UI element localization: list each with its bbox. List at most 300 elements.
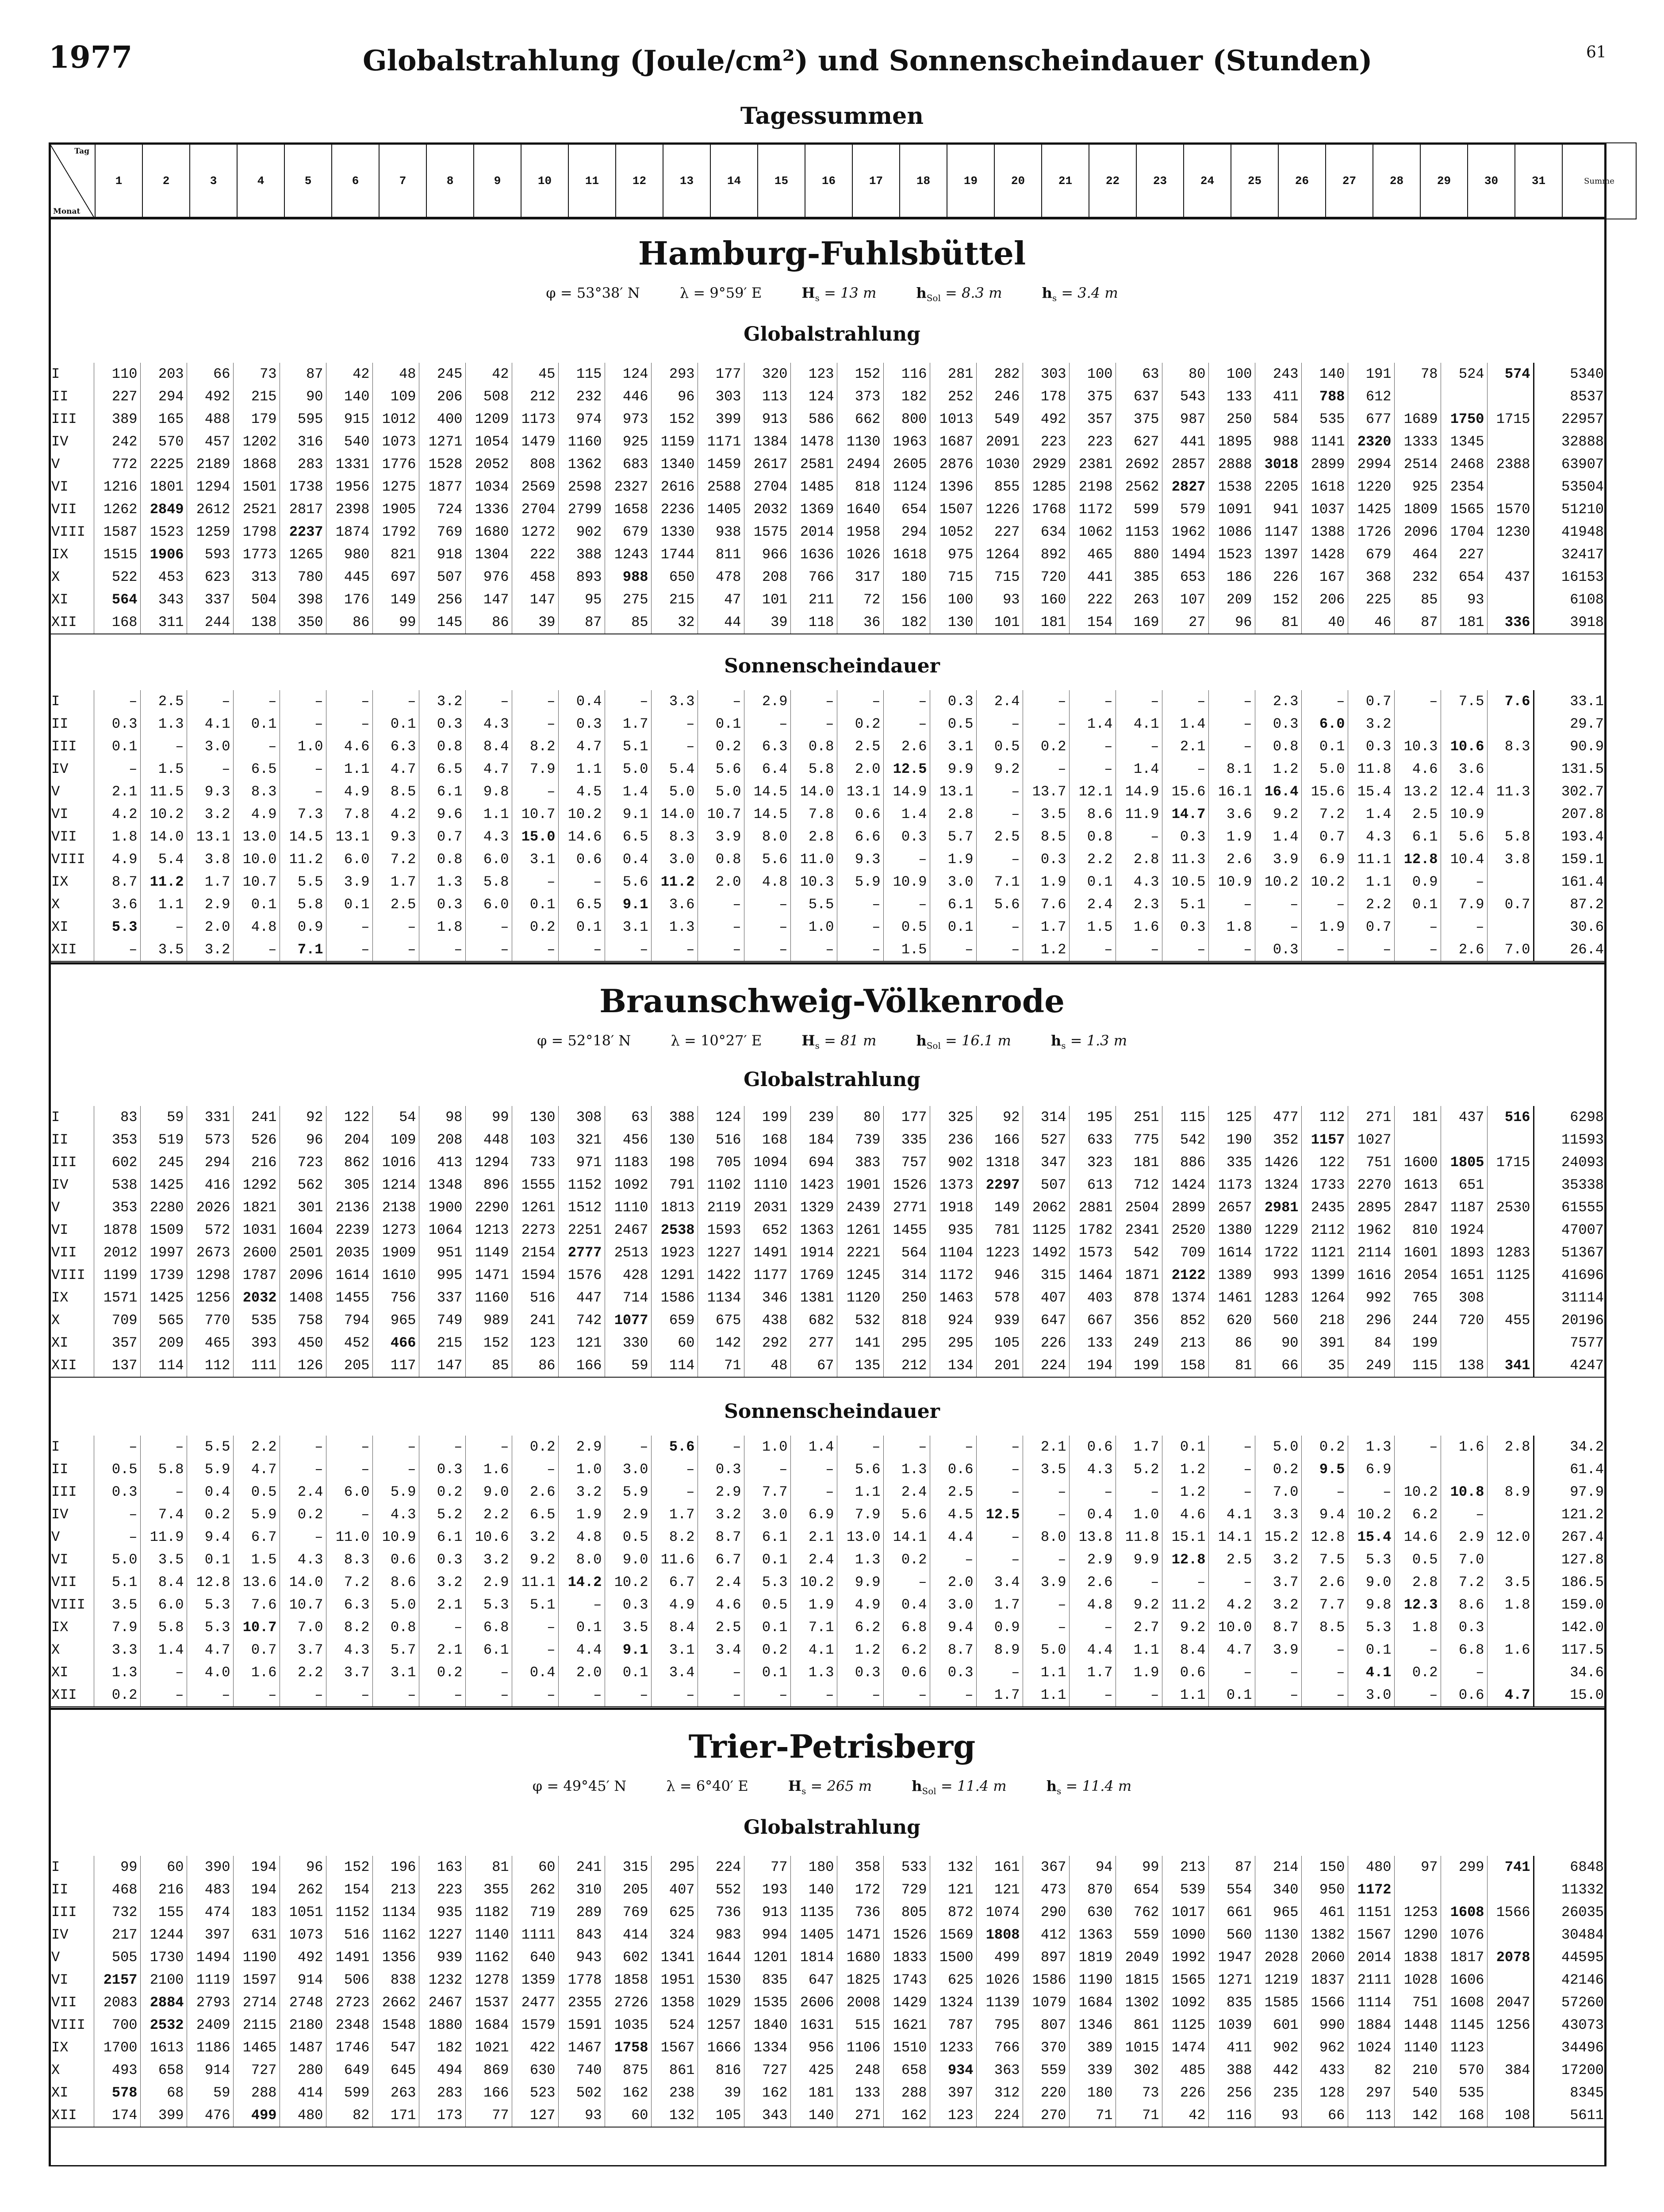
day-value: 128 [1301,2081,1348,2104]
day-value: 3.1 [930,735,976,758]
day-value: 1491 [744,1241,790,1264]
day-value: 295 [883,1332,930,1354]
day-value: 60 [651,1332,698,1354]
day-value: 573 [187,1129,233,1151]
day-value: 6.9 [1348,1458,1394,1481]
day-value: 1597 [233,1969,280,1991]
day-value: 414 [605,1924,651,1946]
day-value: – [930,938,976,961]
day-value: 169 [1116,611,1162,634]
day-value: 241 [558,1856,605,1878]
day-value: 1901 [837,1174,883,1196]
day-value: 1125 [1023,1219,1069,1241]
day-value: 446 [605,385,651,408]
table-row [49,916,1606,938]
day-value: 295 [930,1332,976,1354]
day-value: 416 [187,1174,233,1196]
day-value: 4.1 [790,1639,837,1661]
day-value: 4.5 [930,1503,976,1526]
table-row [49,1594,1606,1616]
day-value: 1423 [790,1174,837,1196]
day-value: 0.2 [187,1503,233,1526]
day-value: 0.3 [605,1594,651,1616]
day-value: 2014 [1348,1946,1394,1969]
day-value: 727 [233,2059,280,2081]
day-value: 132 [651,2104,698,2127]
day-value: 3.9 [698,826,744,848]
day-value: 2.9 [744,690,790,713]
day-value: 1.3 [94,1661,140,1684]
longitude: λ = 10°27′ E [671,1032,762,1049]
day-value: 281 [930,363,976,385]
day-value: 651 [1441,1174,1487,1196]
day-value: 2600 [233,1241,280,1264]
day-value: 3.6 [1441,758,1487,780]
day-value [1487,758,1534,780]
day-value: 96 [1208,611,1255,634]
day-value: 2119 [698,1196,744,1219]
day-value: 2.1 [1162,735,1208,758]
day-value: 975 [930,543,976,566]
day-value: 11.8 [1348,758,1394,780]
day-value: 535 [1441,2081,1487,2104]
day-value: 1507 [930,498,976,521]
sun-height: = 1.3 m [1070,1032,1127,1049]
day-value: 445 [326,566,372,588]
day-value [1487,1174,1534,1196]
month-label: IV [51,761,69,777]
day-value: 3.2 [1348,713,1394,735]
day-value: 86 [326,611,372,634]
day-value: 2.6 [883,735,930,758]
month-label: VII [51,829,77,845]
day-value: 1172 [930,1264,976,1286]
day-value: 1.1 [1116,1639,1162,1661]
month-sum: 117.5 [1534,1639,1606,1661]
day-value: 3.3 [94,1639,140,1661]
day-value: 1651 [1441,1264,1487,1286]
day-value: 1.9 [790,1594,837,1616]
day-value: 60 [140,1856,187,1878]
day-value: 2157 [94,1969,140,1991]
day-value: 181 [1116,1151,1162,1174]
day-value: 1202 [233,430,280,453]
day-value: 122 [326,1106,372,1129]
day-value: 1.7 [187,871,233,893]
day-value: 1.0 [1116,1503,1162,1526]
day-value: 215 [419,1332,465,1354]
month-sum: 30484 [1534,1924,1606,1946]
day-value: 71 [698,1354,744,1377]
day-value: 723 [280,1151,326,1174]
day-value: 1.2 [1162,1481,1208,1503]
day-value: 1283 [1255,1286,1301,1309]
day-value: 714 [605,1286,651,1309]
day-value: 938 [698,521,744,543]
month-label: XI [51,2085,69,2101]
day-value: – [1441,1661,1487,1684]
day-value: – [1023,1616,1069,1639]
day-value: 1034 [465,476,512,498]
day-value: 3.3 [1255,1503,1301,1526]
day-value: 1425 [1348,498,1394,521]
day-value: 391 [1301,1332,1348,1354]
day-value: 480 [280,2104,326,2127]
day-value: 756 [372,1286,419,1309]
day-value: 81 [1255,611,1301,634]
day-value: 11.2 [140,871,187,893]
day-value: – [605,938,651,961]
day-value: 1758 [605,2036,651,2059]
day-value: 6.1 [419,780,465,803]
day-value: 1092 [605,1174,651,1196]
day-value: 315 [1023,1264,1069,1286]
day-value: 1608 [1441,1991,1487,2014]
day-value: 1408 [280,1286,326,1309]
day-value: 0.5 [1394,1548,1441,1571]
day-value: 3.9 [1255,1639,1301,1661]
day-value: 1.2 [1255,758,1301,780]
day-value: 8.9 [1487,1481,1534,1503]
day-value: 0.6 [930,1458,976,1481]
day-value: 355 [465,1878,512,1901]
day-value: 0.6 [1069,1436,1116,1458]
day-value: 0.9 [976,1616,1023,1639]
day-value: 10.2 [1301,871,1348,893]
day-value: 1992 [1162,1946,1208,1969]
day-value: 87 [1208,1856,1255,1878]
day-value: 1077 [605,1309,651,1332]
day-value: 2723 [326,1991,372,2014]
day-value: 5.8 [140,1458,187,1481]
longitude: λ = 6°40′ E [666,1778,748,1794]
day-value: 271 [837,2104,883,2127]
day-value: – [1394,916,1441,938]
day-value: 437 [1487,566,1534,588]
day-value: 1324 [1255,1174,1301,1196]
day-value: 375 [1116,408,1162,430]
day-value: 1121 [1301,1241,1348,1264]
rule-station-2 [49,962,1606,964]
day-value: 0.1 [1069,871,1116,893]
day-value: 0.5 [976,735,1023,758]
day-value: 168 [744,1129,790,1151]
table-row [49,1196,1606,1219]
day-value: 1028 [1394,1969,1441,1991]
day-value: 118 [790,611,837,634]
day-value: 3018 [1255,453,1301,476]
day-value: 0.1 [187,1548,233,1571]
day-value: 719 [512,1901,558,1924]
day-value: 683 [605,453,651,476]
day-value: 1092 [1162,1991,1208,2014]
day-value: 483 [187,1878,233,1901]
day-value: 4.1 [1348,1661,1394,1684]
day-value: 795 [976,2014,1023,2036]
day-value: 2026 [187,1196,233,1219]
day-value: 2.1 [1023,1436,1069,1458]
day-value: 6.0 [1301,713,1348,735]
day-value: 14.0 [280,1571,326,1594]
day-value: 2.4 [698,1571,744,1594]
day-value: 3.8 [1487,848,1534,871]
day-value: 0.8 [790,735,837,758]
day-value: 2899 [1162,1196,1208,1219]
day-value: 10.7 [512,803,558,826]
day-value: 179 [233,408,280,430]
day-value: 770 [187,1309,233,1332]
day-value: 1.1 [465,803,512,826]
day-value: 2726 [605,1991,651,2014]
table-row [49,1151,1606,1174]
day-value: 12.8 [187,1571,233,1594]
day-value: 441 [1162,430,1208,453]
station-height: = 265 m [810,1778,872,1794]
day-value: 397 [187,1924,233,1946]
day-value: 1035 [605,2014,651,2036]
day-value: 464 [1394,543,1441,566]
day-value: 290 [1023,1901,1069,1924]
day-header: 23 [1136,143,1184,219]
day-value: 946 [976,1264,1023,1286]
day-value: 0.1 [605,1661,651,1684]
day-value: 2435 [1301,1196,1348,1219]
day-value: 10.9 [1441,803,1487,826]
day-value: – [1301,1481,1348,1503]
day-value: 8.3 [651,826,698,848]
day-value: – [1255,893,1301,916]
day-value: 2530 [1487,1196,1534,1219]
day-value: 769 [605,1901,651,1924]
day-value: 0.1 [1301,735,1348,758]
day-value: 217 [94,1924,140,1946]
day-value: 293 [651,363,698,385]
day-value: 1017 [1162,1901,1208,1924]
month-label: I [51,1859,60,1875]
day-value: 44 [698,611,744,634]
sun-height: = 11.4 m [1066,1778,1132,1794]
day-value: 1.4 [1348,803,1394,826]
day-value: 736 [698,1901,744,1924]
longitude: λ = 9°59′ E [679,284,762,301]
day-value: 411 [1255,385,1301,408]
day-value: 13.1 [837,780,883,803]
day-value: 574 [1487,363,1534,385]
day-value: 736 [837,1901,883,1924]
day-value: – [558,938,605,961]
day-value: 5.3 [1348,1548,1394,1571]
table-row [49,1264,1606,1286]
day-value: 270 [1023,2104,1069,2127]
day-value: 7.9 [512,758,558,780]
day-value: 727 [744,2059,790,2081]
day-value: 2616 [651,476,698,498]
day-value: 1579 [512,2014,558,2036]
day-value: 10.7 [233,1616,280,1639]
section-globalstrahlung: Globalstrahlung [744,1068,920,1091]
day-value: 962 [1301,2036,1348,2059]
day-value: – [744,1684,790,1707]
day-value: 976 [465,566,512,588]
day-value [1487,1616,1534,1639]
day-value: 0.2 [512,916,558,938]
day-value: 99 [372,611,419,634]
day-value: 934 [930,2059,976,2081]
day-value: 356 [1116,1309,1162,1332]
day-value: 11.0 [326,1526,372,1548]
day-value: 3.9 [1255,848,1301,871]
day-value: 152 [651,408,698,430]
day-value: 9.0 [1348,1571,1394,1594]
day-value: – [976,848,1023,871]
day-value: 2.0 [698,871,744,893]
day-value: 0.3 [1255,938,1301,961]
day-value: 59 [187,2081,233,2104]
day-value: 993 [1255,1264,1301,1286]
day-value: 0.3 [94,1481,140,1503]
day-value: 0.3 [1348,735,1394,758]
day-value: 113 [1348,2104,1394,2127]
day-value: 875 [605,2059,651,2081]
day-value: 13.7 [1023,780,1069,803]
day-value: 13.1 [326,826,372,848]
day-value: 4.1 [1116,713,1162,735]
day-value: 861 [1116,2014,1162,2036]
month-label: VIII [51,2017,85,2033]
day-value: 0.1 [1162,1436,1208,1458]
day-value: 288 [883,2081,930,2104]
day-value: 10.0 [233,848,280,871]
day-value: 1.4 [1116,758,1162,780]
day-value: 1.7 [1023,916,1069,938]
day-value: 7.0 [1255,1481,1301,1503]
day-value: 4.7 [233,1458,280,1481]
day-value: 14.0 [651,803,698,826]
day-value: 337 [187,588,233,611]
day-value: 301 [280,1196,326,1219]
month-label: V [51,1529,60,1545]
day-value: 9.3 [837,848,883,871]
day-value: 2.4 [976,690,1023,713]
table-row [49,1946,1606,1969]
day-value: 762 [1116,1901,1162,1924]
day-value: 971 [558,1151,605,1174]
day-value: – [280,713,326,735]
day-value: 1384 [744,430,790,453]
day-value: – [605,1684,651,1707]
day-value: 2.8 [1487,1436,1534,1458]
day-value: – [1069,1684,1116,1707]
day-value: – [326,1684,372,1707]
day-value: – [605,1436,651,1458]
month-label: III [51,411,77,427]
day-value: – [326,713,372,735]
day-value: 5.6 [651,1436,698,1458]
day-value: 308 [1441,1286,1487,1309]
day-value: 1613 [140,2036,187,2059]
day-value: 10.9 [372,1526,419,1548]
day-value: – [1208,713,1255,735]
month-label: VII [51,1244,77,1261]
day-value: 453 [140,566,187,588]
month-sum: 11593 [1534,1129,1606,1151]
day-value: 505 [94,1946,140,1969]
day-header: 2 [142,143,190,219]
day-value: – [1255,916,1301,938]
day-value: 1.1 [837,1481,883,1503]
day-value: 389 [1069,2036,1116,2059]
day-value: 914 [280,1969,326,1991]
section-sonnenscheindauer: Sonnenscheindauer [724,1400,940,1423]
day-value: 1219 [1255,1969,1301,1991]
day-value: 199 [1116,1354,1162,1377]
day-value: 2494 [837,453,883,476]
day-value: 263 [372,2081,419,2104]
day-value: 8.0 [558,1548,605,1571]
day-value: 9.4 [1301,1503,1348,1526]
day-value: 224 [698,1856,744,1878]
day-value: 14.5 [280,826,326,848]
day-value: – [1069,690,1116,713]
month-sum: 61555 [1534,1196,1606,1219]
day-value: 8.3 [1487,735,1534,758]
day-value: 100 [930,588,976,611]
day-value: 1.3 [837,1548,883,1571]
day-value: 203 [140,363,187,385]
station-coordinates: φ = 52°18′ N λ = 10°27′ E $H_s = 81$ m $h_{Sol} = 16.1$ m $h_s = 1.3$ m [537,1032,1127,1051]
day-value: 5.0 [372,1594,419,1616]
day-value: – [326,1436,372,1458]
day-value: 224 [976,2104,1023,2127]
day-value: 2.2 [1069,848,1116,871]
month-label: VI [51,1551,69,1568]
day-value: 2409 [187,2014,233,2036]
day-value: 499 [233,2104,280,2127]
table-row [49,848,1606,871]
day-value: 1.3 [140,713,187,735]
day-value: 388 [558,543,605,566]
day-value: 1.7 [976,1684,1023,1707]
day-value: 1621 [883,2014,930,2036]
month-label: VII [51,1574,77,1590]
day-value: 93 [976,588,1023,611]
day-value: 1294 [187,476,233,498]
day-value: 94 [1069,1856,1116,1878]
day-value: 0.3 [883,826,930,848]
day-value: 700 [94,2014,140,2036]
day-value: 1586 [1023,1969,1069,1991]
day-value: 1285 [1023,476,1069,498]
day-value: 1341 [651,1946,698,1969]
day-value: 5.1 [94,1571,140,1594]
day-value: 2521 [233,498,280,521]
day-value: 256 [1208,2081,1255,2104]
day-value: 2.3 [1116,893,1162,916]
day-value: 12.0 [1487,1526,1534,1548]
day-value: 5.6 [883,1503,930,1526]
day-value: 1962 [1162,521,1208,543]
day-value: 181 [1394,1106,1441,1129]
day-header: 16 [805,143,852,219]
day-value: 564 [883,1241,930,1264]
day-value: 1283 [1487,1241,1534,1264]
day-value: 787 [930,2014,976,2036]
day-value: 108 [1487,2104,1534,2127]
day-value: 1324 [930,1991,976,2014]
day-value: 0.3 [1023,848,1069,871]
day-value: 105 [698,2104,744,2127]
day-value: 2115 [233,2014,280,2036]
